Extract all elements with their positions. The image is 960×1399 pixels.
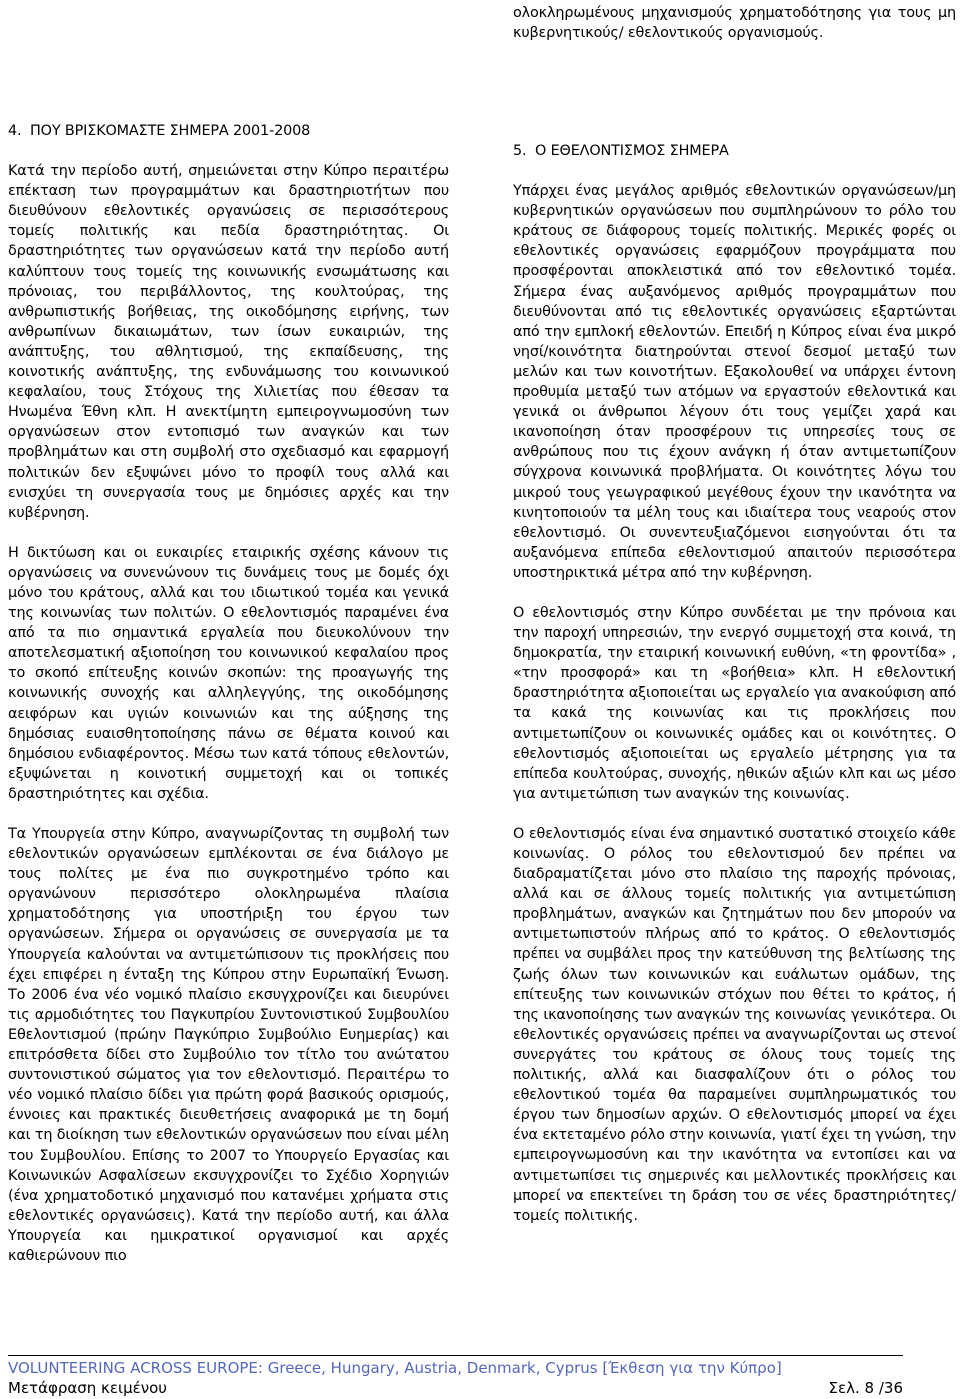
section-title: Ο ΕΘΕΛΟΝΤΙΣΜΟΣ ΣΗΜΕΡΑ [535,143,729,159]
right-column [513,141,956,1226]
left-column [8,121,449,1266]
paragraph: Υπάρχει ένας μεγάλος αριθμός εθελοντικών οργανώσεων/μη κυβερνητικών οργανώσεων που συμπληρώνουν το ρόλο του κράτους σε διάφορους τομείς πολιτικής. Μερικές φορές οι εθελοντικές οργανώσεις εφαρμόζουν προγράμματα που προσφέρονται αποκλειστικά από τον εθελοντικό τομέα. Σήμερα ένας αυξανόμενος αριθμός προγραμμάτων που διευθύνονται από τις εθελοντικές οργανώσεις εξαρτώνται από την εμπλοκή εθελοντών. Επειδή η Κύπρος είναι ένα μικρό νησί/κοινότητα διατηρούνται στενοί δεσμοί μεταξύ των μελών και των κοινοτήτων. Εξακολουθεί να υπάρχει έντονη προθυμία μεταξύ των ατόμων να εργαστούν εθελοντικά και γενικά οι άνθρωποι λέγουν ότι τους γεμίζει χαρά και ικανοποίηση όταν προσφέρουν τις υπηρεσίες τους σε ανθρώπους που τις έχουν ανάγκη ή όταν αντιμετωπίζουν σύγχρονα κοινωνικά προβλήματα. Οι κοινότητες λόγω του μικρού τους γεωγραφικού μεγέθους έχουν την ικανότητα να κινητοποιούν τα μέλη τους και ιδιαίτερα τους νεαρούς στον εθελοντισμό. Οι συνεντευξιαζόμενοι εισηγούνται ότι τα αυξανόμενα επίπεδα εθελοντισμού απαιτούν περισσότερα υποστηρικτικά μέτρα από την κυβέρνηση. [513,183,956,581]
footer-title: VOLUNTEERING ACROSS EUROPE: Greece, Hungary, Austria, Denmark, Cyprus [Έκθεση για την Κύπρο] [8,1359,782,1377]
paragraph: Κατά την περίοδο αυτή, σημειώνεται στην Κύπρο περαιτέρω επέκταση των προγραμμάτων και δραστηριοτήτων που διευθύνουν εθελοντικές οργανώσεις σε περισσότερους τομείς πολιτικής και πεδία δραστηριότητας. Οι δραστηριότητες των οργανώσεων κατά την περίοδο αυτή καλύπτουν τους τομείς της κοινωνικής ενσωμάτωσης και πρόνοιας, του περιβάλλοντος, της κουλτούρας, της ανθρωπιστικής βοήθειας, της οικοδόμησης ειρήνης, των ανθρωπίνων δικαιωμάτων, των ίσων ευκαιριών, της ανάπτυξης, του αθλητισμού, της εκπαίδευσης, της κοινοτικής ανάπτυξης, της ενδυνάμωσης του κοινωνικού κεφαλαίου, τους Στόχους της Χιλιετίας που έθεσαν τα Ηνωμένα Έθνη κλπ. Η ανεκτίμητη εμπειρογνωμοσύνη των οργανώσεων στον εντοπισμό των αναγκών και των προβλημάτων και στη συμβολή στο σχεδιασμό και εφαρμογή πολιτικών δεν εξυψώνει μόνο το προφίλ τους αλλά και ενισχύει τη συνεργασία τους με δημόσιες αρχές και την κυβέρνηση. [8,163,449,521]
section-4-heading [8,121,449,141]
paragraph: Ο εθελοντισμός είναι ένα σημαντικό συστατικό στοιχείο κάθε κοινωνίας. Ο ρόλος του εθελοντισμού δεν πρέπει να διαδραματίζεται μόνο στο πλαίσιο της παροχής πρόνοιας, αλλά και σε άλλους τομείς πολιτικής για αντιμετώπιση προβλημάτων, αναγκών και ζητημάτων που δεν μπορούν να αντιμετωπιστούν πλήρως από το κράτος. Ο εθελοντισμός πρέπει να συμβάλει προς την κατεύθυνση της βελτίωσης της ζωής όλων των κοινωνικών και ευάλωτων ομάδων, της επίτευξης των κοινωνικών στόχων που θέτει το κράτος, ή της ικανοποίησης των αναγκών της κοινωνίας γενικότερα. Οι εθελοντικές οργανώσεις πρέπει να αναγνωρίζονται ως στενοί συνεργάτες του κράτους σε όλους τους τομείς της πολιτικής, αλλά και διασφαλίζουν ότι ο ρόλος του εθελοντικού τομέα θα παραμείνει συμπληρωματικός του έργου των δημοσίων αρχών. Ο εθελοντισμός μπορεί να έχει ένα εκτεταμένο ρόλο στην κοινωνία, γιατί έχει τη γνώση, την εμπειρογνωμοσύνη και την ικανότητα να εντοπίσει και να αντιμετωπίσει τις σημερινές και μελλοντικές προκλήσεις και μπορεί να επεκτείνει τη δράση του σε νέες δραστηριότητες/τομείς πολιτικής. [513,825,956,1224]
paragraph: Ο εθελοντισμός στην Κύπρο συνδέεται με την πρόνοια και την παροχή υπηρεσιών, την ενεργό συμμετοχή στα κοινά, τη δημοκρατία, την εταιρική κοινωνική ευθύνη, «τη φροντίδα» , «την προσφορά» και τη «βοήθεια» κλπ. Η εθελοντική δραστηριότητα αξιοποιείται ως εργαλείο για ανακούφιση από τα κακά της κοινωνίας και τις προκλήσεις που αντιμετωπίζουν οι κοινωνικές ομάδες και οι κοινότητες. Ο εθελοντισμός αξιοποιείται ως εργαλείο μέτρησης για τα επίπεδα κουλτούρας, συνοχής, ηθικών αξιών κλπ και ως μέσο για αντιμετώπιση των αναγκών της κοινωνίας. [513,604,956,802]
footer-divider [8,1355,903,1356]
section-5-heading [513,141,956,161]
section-number: 5. [513,143,527,159]
page-footer [8,1355,908,1398]
page-number: Σελ. 8 /36 [828,1379,903,1397]
paragraph: Τα Υπουργεία στην Κύπρο, αναγνωρίζοντας τη συμβολή των εθελοντικών οργανώσεων εμπλέκονται σε ένα διάλογο με τους πολίτες με ένα πιο συγκροτημένο τρόπο και οργανώνουν περισσότερο ολοκληρωμένα πλαίσια χρηματοδότησης για υποστήριξη του έργου των οργανώσεων. Σήμερα οι οργανώσεις σε συνεργασία με τα Υπουργεία καλούνται να αντιμετώπισουν τις προκλήσεις που έχει επιφέρει η ένταξη της Κύπρου στην Ευρωπαϊκή Ένωση. Το 2006 ένα νέο νομικό πλαίσιο εκσυγχρονίζει και διευρύνει τις αρμοδιότητες του Παγκυπρίου Συντονιστικού Συμβουλίου Εθελοντισμού (πρώην Παγκύπριο Συμβούλιο Ευημερίας) και επιτρόσθετα δίδει στο Συμβούλιο τον τίτλο του ανώτατου συντονιστικού σώματος για τον εθελοντισμό. Περαιτέρω το νέο νομικό πλαίσιο δίδει για πρώτη φορά βασικούς ορισμούς, έννοιες και πρακτικές διευθετήσεις αναφορικά με τη δομή και τη διοίκηση των εθελοντικών οργανώσεων που είναι μέλη του Συμβουλίου. Επίσης το 2007 το Υπουργείο Εργασίας και Κοινωνικών Ασφαλίσεων εκσυγχρονίζει το Σχέδιο Χορηγιών (ένα χρηματοδοτικό μηχανισμό που κατανέμει χρήματα στις εθελοντικές οργανώσεις). Κατά την περίοδο αυτή, και άλλα Υπουργεία και ημικρατικοί οργανισμοί και αρχές καθιερώνουν πιο [8,826,449,1264]
previous-page-continuation [513,3,956,43]
footer-subtitle-row [8,1378,903,1398]
footer-subtitle: Μετάφραση κειμένου [8,1379,167,1397]
section-number: 4. [8,123,22,139]
section-title: ΠΟΥ ΒΡΙΣΚΟΜΑΣΤΕ ΣΗΜΕΡΑ 2001-2008 [30,123,311,139]
continuation-paragraph: ολοκληρωμένους μηχανισμούς χρηματοδότησης για τους μη κυβερνητικούς/ εθελοντικούς οργανισμούς. [513,5,956,42]
paragraph: Η δικτύωση και οι ευκαιρίες εταιρικής σχέσης κάνουν τις οργανώσεις να συνενώνουν τις δυνάμεις τους με δομές όχι μόνο του κράτους, αλλά και του ιδιωτικού τομέα και γενικά της κοινωνίας των πολιτών. Ο εθελοντισμός παραμένει ένα από τα πιο σημαντικά εργαλεία που διευκολύνουν την αποτελεσματική αξιοποίηση του κοινωνικού κεφαλαίου προς το σκοπό επίτευξης κοινών σκοπών: της προαγωγής της κοινωνικής συνοχής και αλληλεγγύης, της οικοδόμησης αειφόρων και υγιών κοινωνιών και της αύξησης της δημόσιας ευαισθητοποίησης πάνω σε θέματα κοινού και δημόσιου ενδιαφέροντος. Μέσω των κατά τόπους εθελοντών, εξυψώνεται η κοινοτική συμμετοχή και οι τοπικές δραστηριότητες και σχέδια. [8,544,449,802]
